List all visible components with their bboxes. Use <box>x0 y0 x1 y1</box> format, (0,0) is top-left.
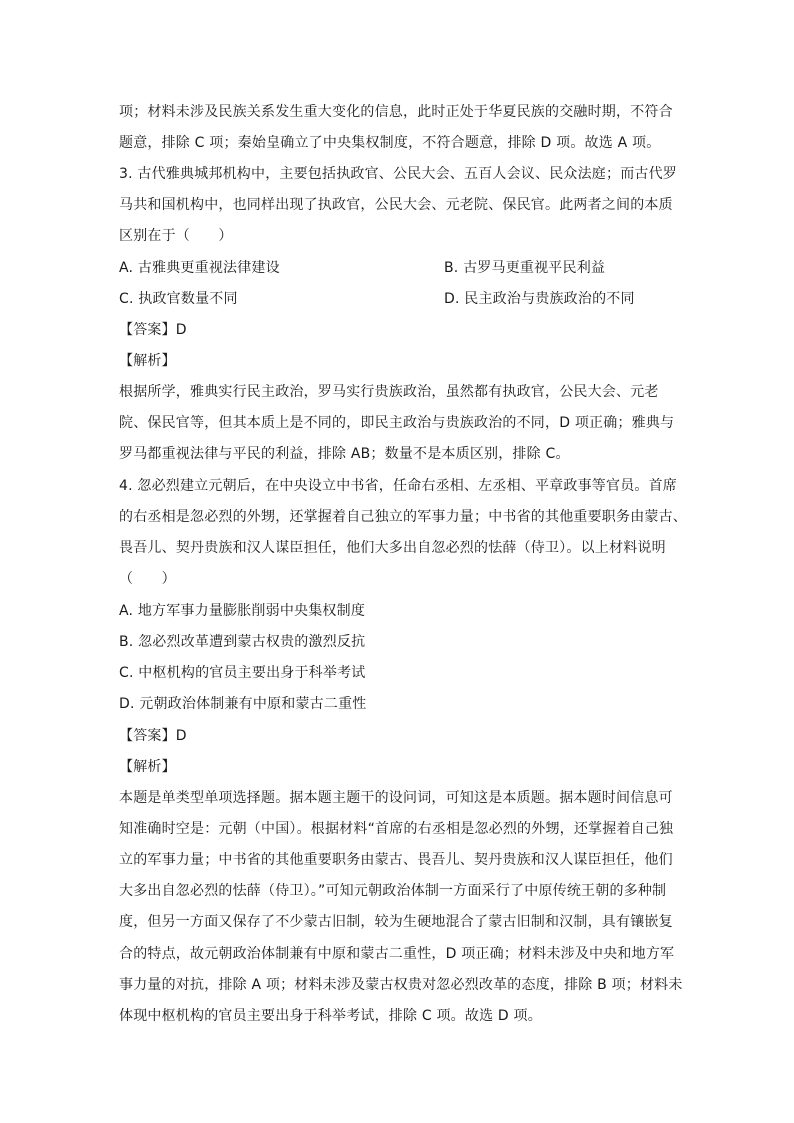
q3-analysis-line-1: 根据所学，雅典实行民主政治，罗马实行贵族政治，虽然都有执政官，公民大会、元老 <box>119 384 659 400</box>
q3-option-a: A. 古雅典更重视法律建设 <box>119 260 280 276</box>
q4-option-b: B. 忽必烈改革遭到蒙古权贵的激烈反抗 <box>119 634 366 650</box>
q4-analysis-label: 【解析】 <box>119 759 176 775</box>
q4-stem-line-3: 畏吾儿、契丹贵族和汉人谋臣担任，他们大多出自忽必烈的怯薛（侍卫）。以上材料说明 <box>119 540 666 556</box>
q3-stem-line-3: 区别在于（ ） <box>119 228 233 244</box>
q4-option-d: D. 元朝政治体制兼有中原和蒙古二重性 <box>119 696 367 712</box>
q4-stem-line-2: 的右丞相是忽必烈的外甥，还掌握着自己独立的军事力量；中书省的其他重要职务由蒙古、 <box>119 509 687 525</box>
q3-analysis-line-3: 罗马都重视法律与平民的利益，排除 AB；数量不是本质区别，排除 C。 <box>119 446 570 462</box>
q3-analysis-label: 【解析】 <box>119 353 176 369</box>
q3-stem-line-1: 3. 古代雅典城邦机构中，主要包括执政官、公民大会、五百人会议、民众法庭；而古代罗 <box>119 166 678 182</box>
q4-analysis-line-8: 体现中枢机构的官员主要出身于科举考试，排除 C 项。故选 D 项。 <box>119 1008 542 1024</box>
q4-analysis-line-1: 本题是单类型单项选择题。据本题主题干的设问词，可知这是本质题。据本题时间信息可 <box>119 790 673 806</box>
q3-option-c: C. 执政官数量不同 <box>119 291 238 307</box>
q4-stem-line-1: 4. 忽必烈建立元朝后，在中央设立中书省，任命右丞相、左丞相、平章政事等官员。首席 <box>119 478 678 494</box>
q4-option-c: C. 中枢机构的官员主要出身于科举考试 <box>119 665 366 681</box>
q4-analysis-line-5: 度，但另一方面又保存了不少蒙古旧制，较为生硬地混合了蒙古旧制和汉制，具有镶嵌复 <box>119 914 673 930</box>
q3-stem-line-2: 马共和国机构中，也同样出现了执政官，公民大会、元老院、保民官。此两者之间的本质 <box>119 197 673 213</box>
q3-option-b: B. 古罗马更重视平民利益 <box>444 260 606 276</box>
q4-stem-line-4: （ ） <box>119 571 176 587</box>
q4-analysis-line-2: 知准确时空是：元朝（中国）。根据材料“首席的右丞相是忽必烈的外甥，还掌握着自己独 <box>119 821 674 837</box>
q4-analysis-line-4: 大多出自忽必烈的怯薛（侍卫）。”可知元朝政治体制一方面采行了中原传统王朝的多种制 <box>119 883 667 899</box>
q4-answer: 【答案】D <box>119 728 187 744</box>
q3-analysis-line-2: 院、保民官等，但其本质上是不同的，即民主政治与贵族政治的不同，D 项正确；雅典与 <box>119 415 675 431</box>
intro-line-2: 题意，排除 C 项；秦始皇确立了中央集权制度，不符合题意，排除 D 项。故选 A 项。 <box>119 135 661 151</box>
q3-answer: 【答案】D <box>119 322 187 338</box>
q3-option-d: D. 民主政治与贵族政治的不同 <box>444 291 635 307</box>
q4-analysis-line-7: 事力量的对抗，排除 A 项；材料未涉及蒙古权贵对忽必烈改革的态度，排除 B 项；材料未 <box>119 977 683 993</box>
q4-analysis-line-6: 合的特点，故元朝政治体制兼有中原和蒙古二重性，D 项正确；材料未涉及中央和地方军 <box>119 946 675 962</box>
q4-option-a: A. 地方军事力量膨胀削弱中央集权制度 <box>119 603 366 619</box>
intro-line-1: 项；材料未涉及民族关系发生重大变化的信息，此时正处于华夏民族的交融时期，不符合 <box>119 104 673 120</box>
q4-analysis-line-3: 立的军事力量；中书省的其他重要职务由蒙古、畏吾儿、契丹贵族和汉人谋臣担任，他们 <box>119 852 673 868</box>
